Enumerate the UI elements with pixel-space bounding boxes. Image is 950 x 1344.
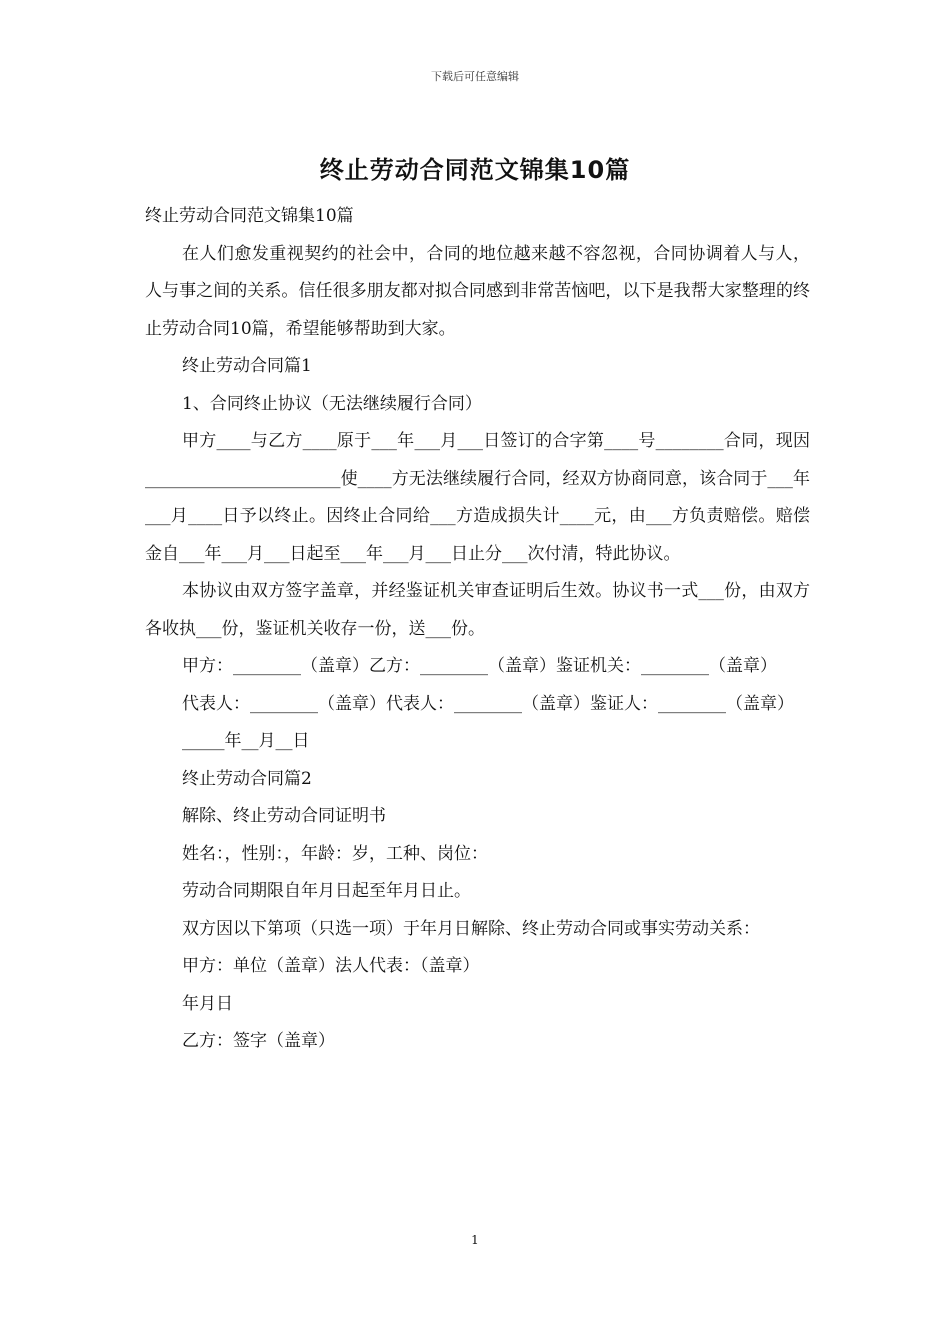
section-heading: 终止劳动合同篇1: [182, 356, 312, 376]
date-line: _____年__月__日: [182, 731, 310, 751]
paragraph: 终止劳动合同范文锦集10篇: [145, 206, 354, 226]
paragraph: 本协议由双方签字盖章，并经鉴证机关审查证明后生效。协议书一式___份，由双方各收执___份，鉴证机关收存一份，送___份。: [145, 581, 810, 639]
paragraph: 在人们愈发重视契约的社会中，合同的地位越来越不容忽视，合同协调着人与人，人与事之间的关系。信任很多朋友都对拟合同感到非常苦恼吧，以下是我帮大家整理的终止劳动合同10篇，希望能够帮助到大家。: [145, 243, 810, 339]
paragraph: 姓名：，性别：，年龄：岁，工种、岗位：: [182, 843, 488, 864]
signature-line: 代表人：________（盖章）代表人：________（盖章）鉴证人：________（盖章）: [182, 693, 794, 714]
document-body: [145, 198, 810, 1061]
paragraph: 1、合同终止协议（无法继续履行合同）: [182, 393, 482, 414]
document-title: 终止劳动合同范文锦集10篇: [319, 156, 631, 184]
page-number: 1: [471, 1233, 479, 1247]
signature-line: 甲方：________（盖章）乙方：________（盖章）鉴证机关：________（盖章）: [182, 656, 777, 676]
signature-line: 乙方：签字（盖章）: [182, 1031, 335, 1051]
paragraph: 解除、终止劳动合同证明书: [182, 806, 386, 826]
signature-line: 甲方：单位（盖章）法人代表：（盖章）: [182, 956, 480, 976]
paragraph: 甲方____与乙方____原于___年___月___日签订的合字第____号________合同，现因_______________________使____方无法继续履行合同，经双方协商同意，该合同于___年___月____日予以终止。因终止合同给___方造成损失计____元，由___方负责赔偿。赔偿金自___年___月___日起至___年___月___日止分___次付清，特此协议。: [145, 431, 810, 564]
paragraph: 双方因以下第项（只选一项）于年月日解除、终止劳动合同或事实劳动关系：: [182, 918, 760, 939]
section-heading: 终止劳动合同篇2: [182, 768, 312, 789]
date-line: 年月日: [182, 993, 233, 1014]
paragraph: 劳动合同期限自年月日起至年月日止。: [182, 881, 471, 901]
header-note: 下载后可任意编辑: [431, 70, 519, 83]
